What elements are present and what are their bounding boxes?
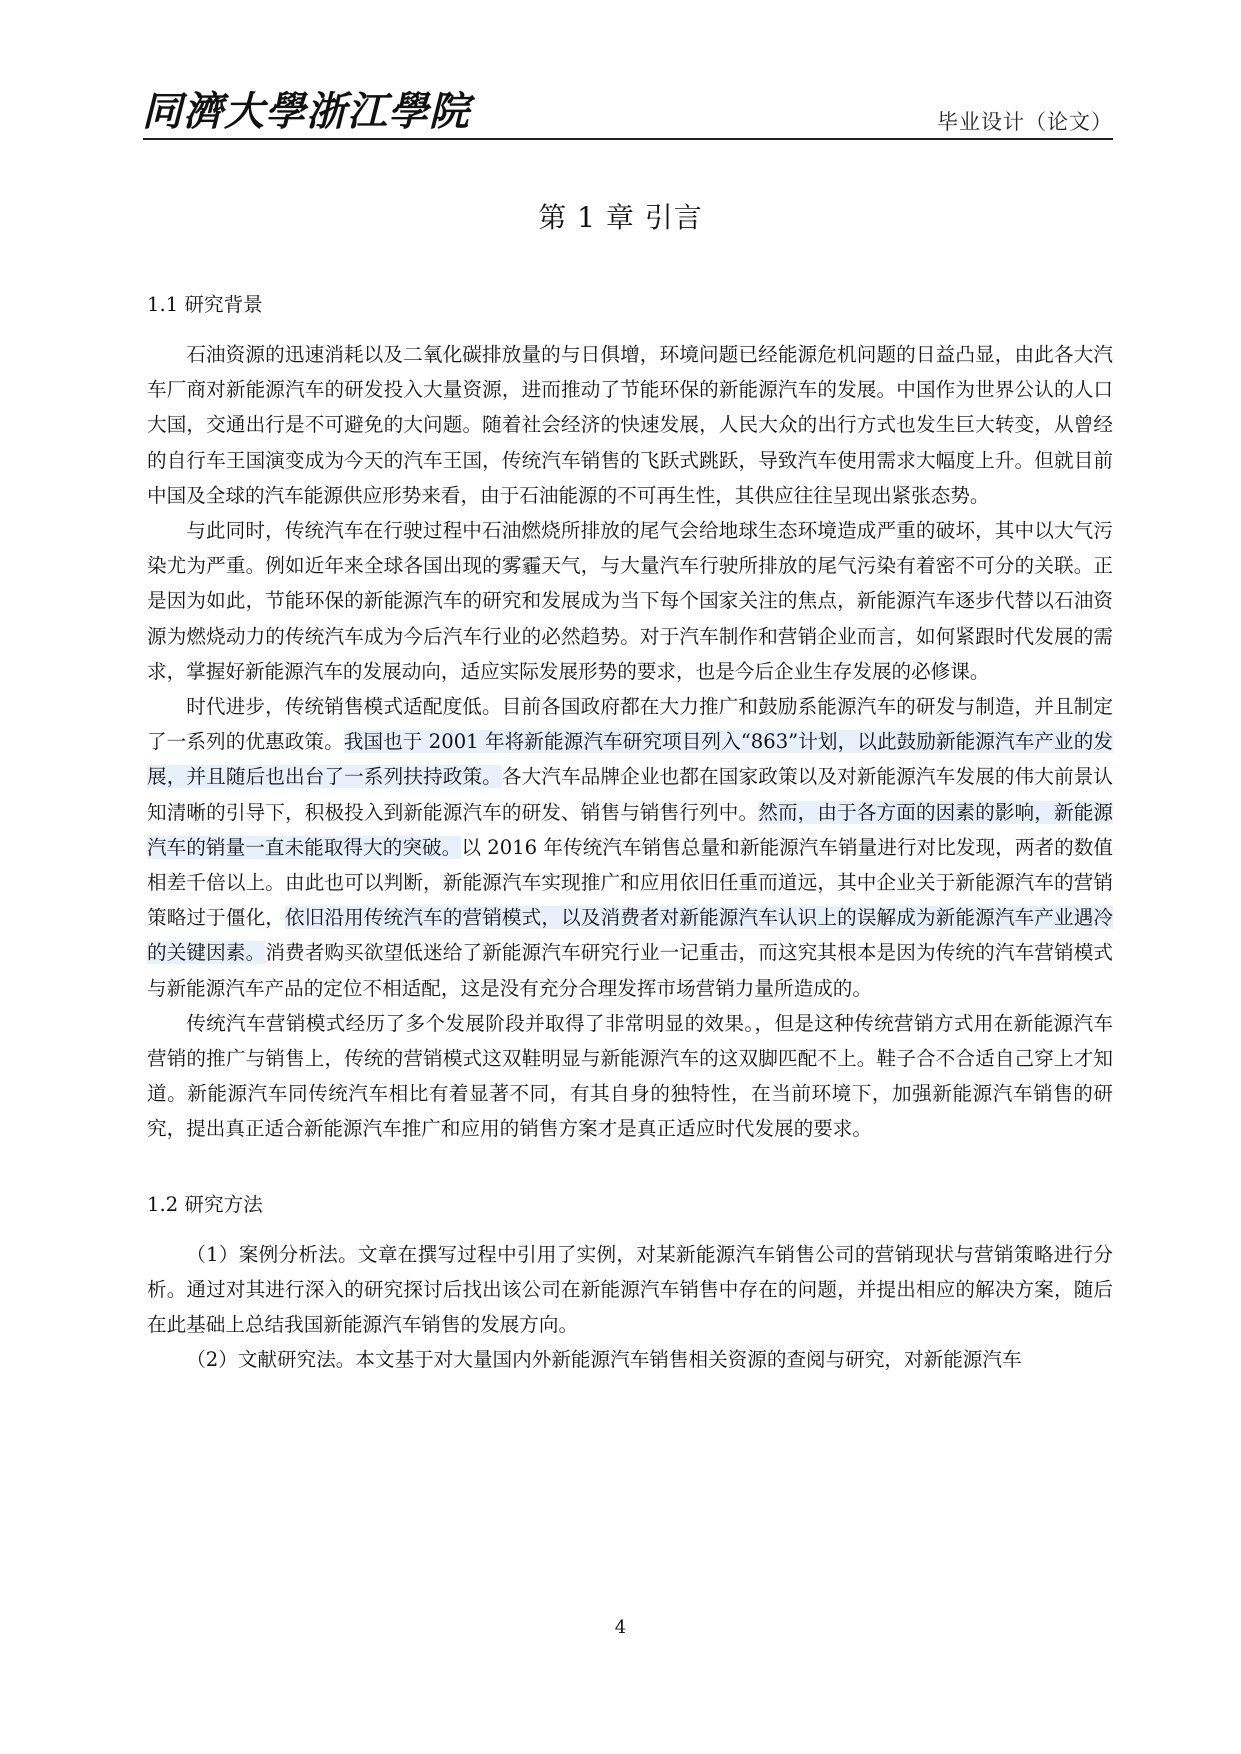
paragraph	[147, 689, 1113, 1006]
text-run: 时代进步，传统销售模式适配度低。目前各国政府都在大力推广和鼓励系能源汽车的研发与制造，并且制定了一系列的优惠政策。	[147, 695, 1113, 754]
text-run: 以 2016 年传统汽车销售总量和新能源汽车销量进行对比发现，两者的数值相差千倍以上。由此也可以判断，新能源汽车实现推广和应用依旧任重而道远，其中企业关于新能源汽车的营销策略过于僵化，	[147, 835, 1114, 930]
paragraph: （2）文献研究法。本文基于对大量国内外新能源汽车销售相关资源的查阅与研究，对新能源汽车	[186, 1348, 1022, 1372]
section-heading-methods: 1.2 研究方法	[147, 1192, 263, 1216]
text-run: 消费者购买欲望低迷给了新能源汽车研究行业一记重击，而这究其根本是因为传统的汽车营销模式与新能源汽车产品的定位不相适配，这是没有充分合理发挥市场营销力量所造成的。	[147, 941, 1114, 1000]
paragraph: 石油资源的迅速消耗以及二氧化碳排放量的与日俱增，环境问题已经能源危机问题的日益凸显，由此各大汽车厂商对新能源汽车的研发投入大量资源，进而推动了节能环保的新能源汽车的发展。中国作为世界公认的人口大国，交通出行是不可避免的大问题。随着社会经济的快速发展，人民大众的出行方式也发生巨大转变，从曾经的自行车王国演变成为今天的汽车王国，传统汽车销售的飞跃式跳跃，导致汽车使用需求大幅度上升。但就目前中国及全球的汽车能源供应形势来看，由于石油能源的不可再生性，其供应往往呈现出紧张态势。	[147, 343, 1113, 507]
highlighted-text: 依旧沿用传统汽车的营销模式，以及消费者对新能源汽车认识上的误解成为新能源汽车产业遇冷的关键因素。	[147, 906, 1114, 965]
chapter-title: 第 1 章 引言	[538, 201, 703, 234]
page-number: 4	[614, 1617, 627, 1638]
section-heading-background: 1.1 研究背景	[147, 293, 263, 316]
text-run: 各大汽车品牌企业也都在国家政策以及对新能源汽车发展的伟大前景认知清晰的引导下，积极投入到新能源汽车的研发、销售与销售行列中。	[147, 765, 1114, 824]
paragraph: （1）案例分析法。文章在撰写过程中引用了实例，对某新能源汽车销售公司的营销现状与营销策略进行分析。通过对其进行深入的研究探讨后找出该公司在新能源汽车销售中存在的问题，并提出相应的解决方案，随后在此基础上总结我国新能源汽车销售的发展方向。	[147, 1242, 1113, 1337]
institution-logo: 同濟大學浙江學院	[142, 88, 470, 135]
section-spacer	[147, 1147, 1113, 1187]
paragraph: 与此同时，传统汽车在行驶过程中石油燃烧所排放的尾气会给地球生态环境造成严重的破坏，其中以大气污染尤为严重。例如近年来全球各国出现的雾霾天气，与大量汽车行驶所排放的尾气污染有着密不可分的关联。正是因为如此，节能环保的新能源汽车的研究和发展成为当下每个国家关注的焦点，新能源汽车逐步代替以石油资源为燃烧动力的传统汽车成为今后汽车行业的必然趋势。对于汽车制作和营销企业而言，如何紧跟时代发展的需求，掌握好新能源汽车的发展动向，适应实际发展形势的要求，也是今后企业生存发展的必修课。	[147, 519, 1113, 683]
header-divider	[143, 138, 1113, 140]
paragraph: 传统汽车营销模式经历了多个发展阶段并取得了非常明显的效果。，但是这种传统营销方式用在新能源汽车营销的推广与销售上，传统的营销模式这双鞋明显与新能源汽车的这双脚匹配不上。鞋子合不合适自己穿上才知道。新能源汽车同传统汽车相比有着显著不同，有其自身的独特性，在当前环境下，加强新能源汽车销售的研究，提出真正适合新能源汽车推广和应用的销售方案才是真正适应时代发展的要求。	[147, 1011, 1113, 1141]
highlighted-text: 我国也于 2001 年将新能源汽车研究项目列入“863”计划，以此鼓励新能源汽车产业的发展，并且随后也出台了一系列扶持政策。	[147, 730, 1113, 789]
body-content	[147, 287, 1113, 1377]
document-type: 毕业设计（论文）	[937, 110, 1113, 134]
highlighted-text: 然而，由于各方面的因素的影响，新能源汽车的销量一直未能取得大的突破。	[147, 800, 1114, 859]
